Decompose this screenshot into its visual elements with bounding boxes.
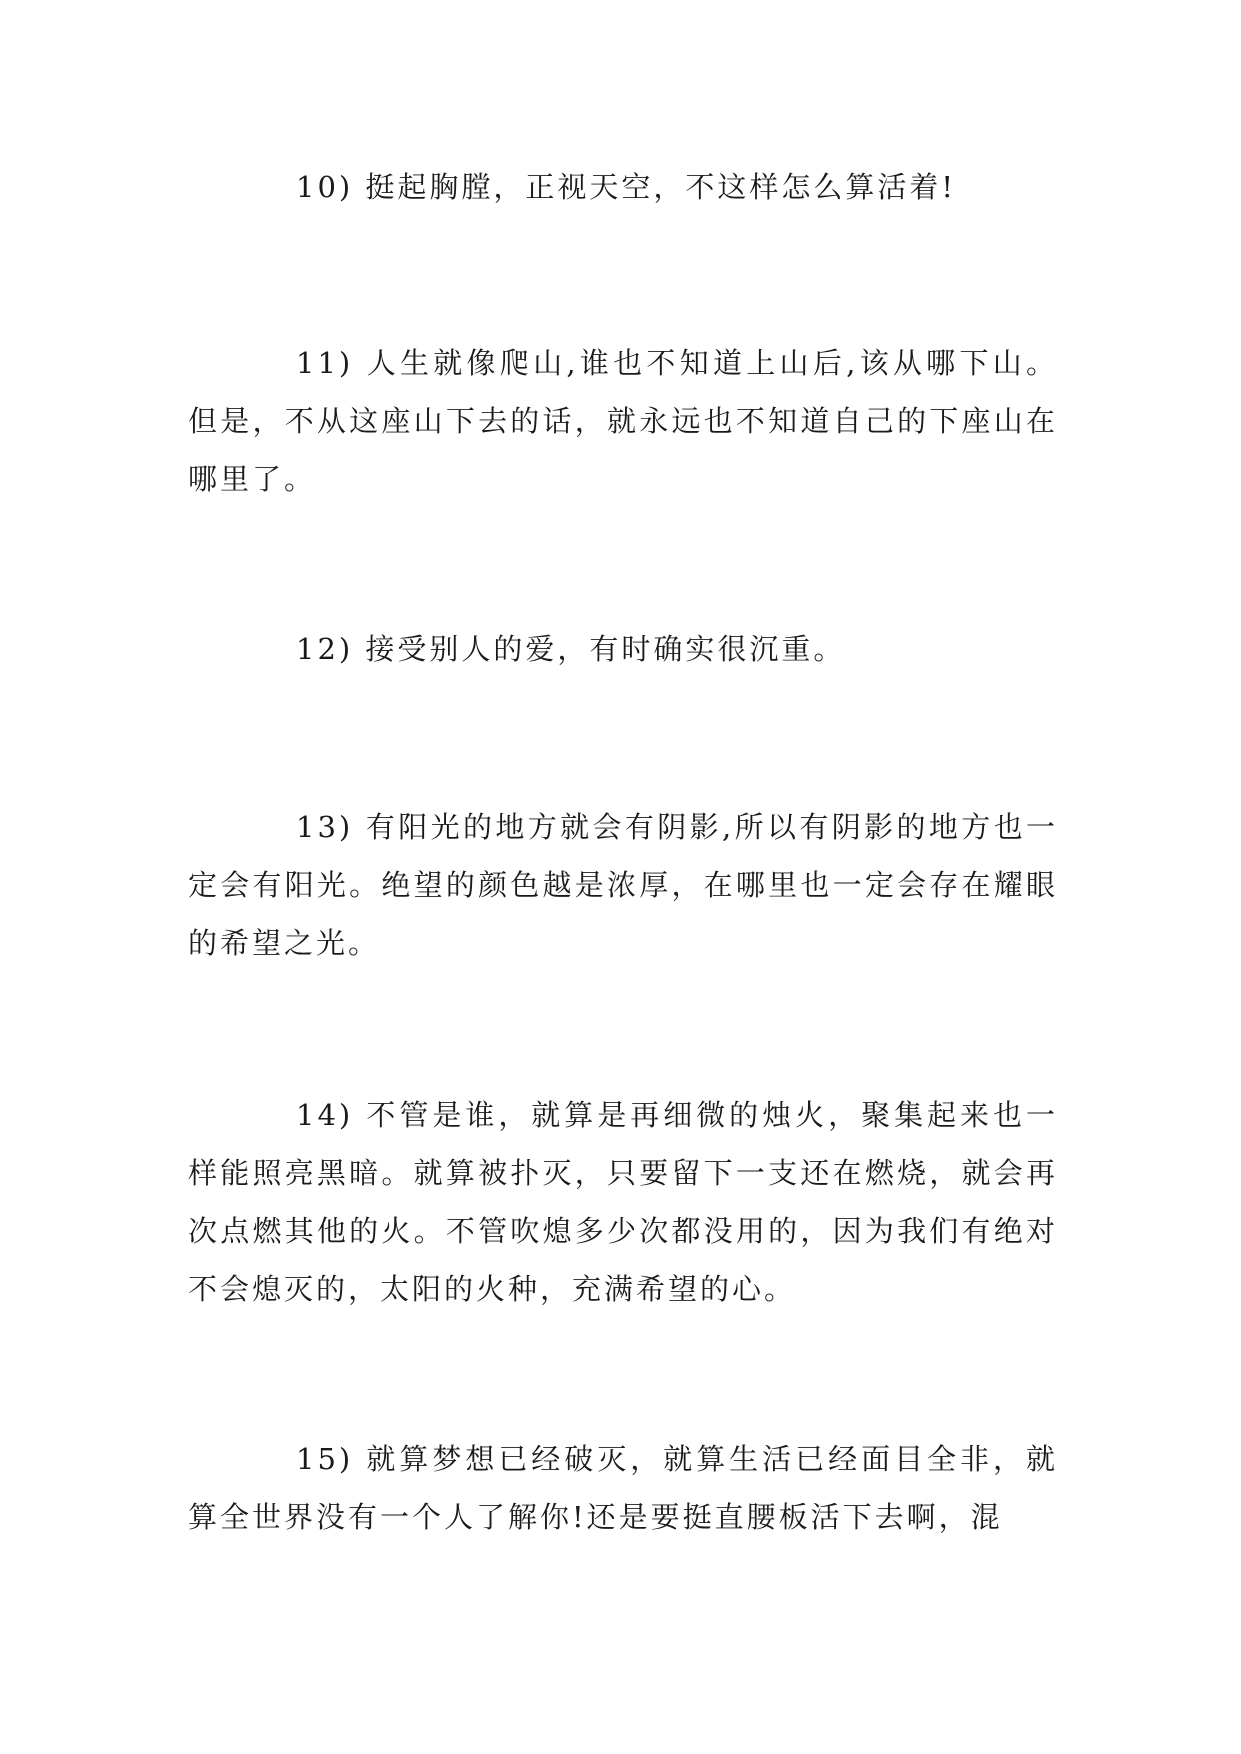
- paragraph-14: 14) 不管是谁，就算是再细微的烛火，聚集起来也一样能照亮黑暗。就算被扑灭，只要留下一支还在燃烧，就会再次点燃其他的火。不管吹熄多少次都没用的，因为我们有绝对不会熄灭的，太阳的火种，充满希望的心。: [188, 1098, 1058, 1306]
- paragraph-13: 13) 有阳光的地方就会有阴影,所以有阴影的地方也一定会有阳光。绝望的颜色越是浓厚，在哪里也一定会存在耀眼的希望之光。: [188, 810, 1058, 960]
- paragraph-15: 15) 就算梦想已经破灭，就算生活已经面目全非，就算全世界没有一个人了解你!还是要挺直腰板活下去啊，混: [188, 1442, 1058, 1534]
- paragraph-10: 10) 挺起胸膛，正视天空，不这样怎么算活着!: [296, 170, 957, 204]
- paragraph-11: 11) 人生就像爬山,谁也不知道上山后,该从哪下山。但是，不从这座山下去的话，就永远也不知道自己的下座山在哪里了。: [188, 346, 1058, 496]
- paragraph-12: 12) 接受别人的爱，有时确实很沉重。: [296, 632, 846, 666]
